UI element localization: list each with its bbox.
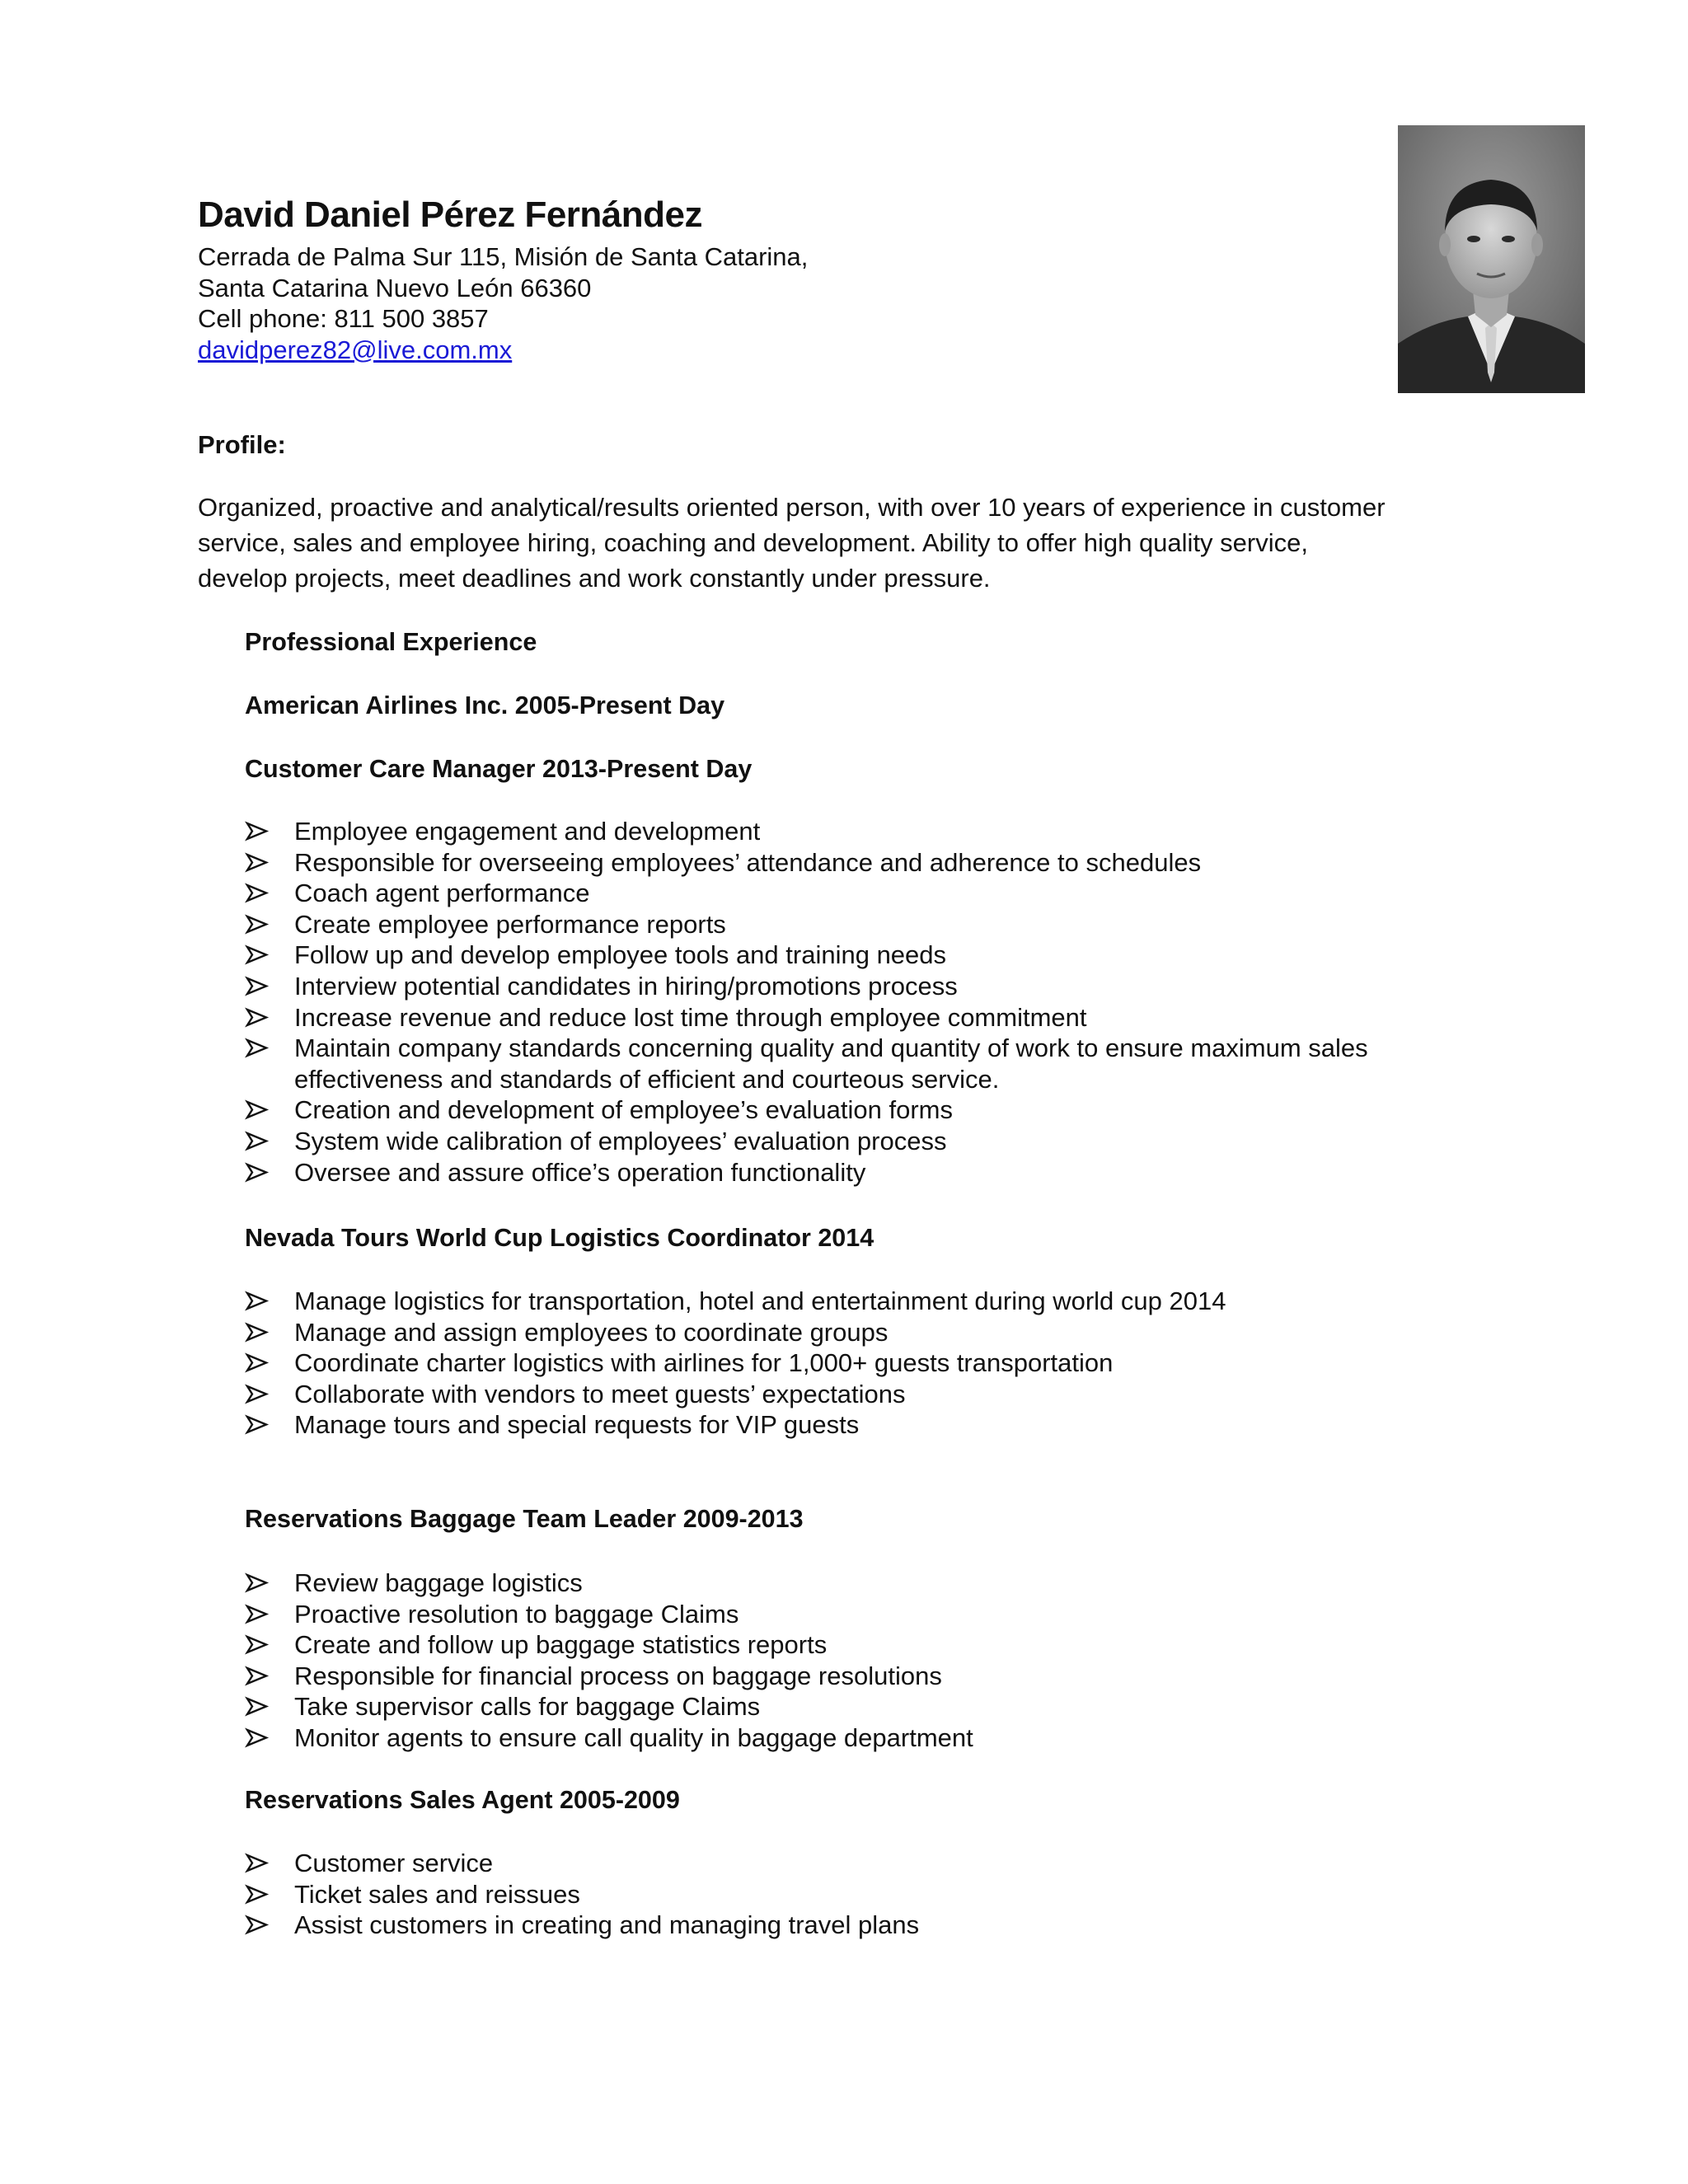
arrowhead-bullet-icon bbox=[245, 1317, 278, 1348]
arrowhead-bullet-icon bbox=[245, 1629, 278, 1661]
list-item bbox=[245, 847, 1368, 879]
list-item bbox=[245, 1409, 1226, 1441]
arrowhead-bullet-icon bbox=[245, 816, 278, 847]
list-item bbox=[245, 1126, 1368, 1157]
role-bullet-list bbox=[245, 1848, 919, 1941]
list-item bbox=[245, 1094, 1368, 1126]
address-line-1: Cerrada de Palma Sur 115, Misión de Santa Catarina, bbox=[198, 242, 809, 271]
role-bullet-list bbox=[245, 816, 1368, 1188]
arrowhead-bullet-icon bbox=[245, 1126, 278, 1157]
list-item bbox=[245, 1910, 919, 1941]
list-item bbox=[245, 1379, 1226, 1410]
arrowhead-bullet-icon bbox=[245, 1691, 278, 1722]
arrowhead-bullet-icon bbox=[245, 909, 278, 940]
bullet-text: Monitor agents to ensure call quality in baggage department bbox=[294, 1722, 973, 1752]
list-item bbox=[245, 1033, 1368, 1094]
portrait-illustration bbox=[1398, 125, 1585, 393]
arrowhead-bullet-icon bbox=[245, 1409, 278, 1441]
arrowhead-bullet-icon bbox=[245, 1379, 278, 1410]
bullet-text: Employee engagement and development bbox=[294, 817, 761, 846]
list-item bbox=[245, 1002, 1368, 1033]
profile-line: Organized, proactive and analytical/results oriented person, with over 10 years of experience in customer bbox=[198, 493, 1386, 522]
bullet-text: Coach agent performance bbox=[294, 879, 590, 908]
profile-heading: Profile: bbox=[198, 430, 286, 459]
email-link[interactable]: davidperez82@live.com.mx bbox=[198, 335, 513, 364]
list-item bbox=[245, 1286, 1226, 1317]
arrowhead-bullet-icon bbox=[245, 1347, 278, 1379]
bullet-text: Assist customers in creating and managing travel plans bbox=[294, 1910, 920, 1940]
role-bullet-list bbox=[245, 1286, 1226, 1441]
bullet-text: Interview potential candidates in hiring/promotions process bbox=[294, 971, 958, 1001]
list-item bbox=[245, 1157, 1368, 1188]
list-item bbox=[245, 909, 1368, 940]
list-item bbox=[245, 940, 1368, 971]
role-title: Customer Care Manager 2013-Present Day bbox=[245, 755, 753, 783]
list-item bbox=[245, 1317, 1226, 1348]
arrowhead-bullet-icon bbox=[245, 878, 278, 909]
bullet-text: Collaborate with vendors to meet guests’ expectations bbox=[294, 1379, 906, 1408]
bullet-text: System wide calibration of employees’ evaluation process bbox=[294, 1126, 947, 1155]
list-item bbox=[245, 1629, 973, 1661]
company-heading: American Airlines Inc. 2005-Present Day bbox=[245, 691, 725, 719]
list-item bbox=[245, 878, 1368, 909]
arrowhead-bullet-icon bbox=[245, 1879, 278, 1910]
contact-block bbox=[198, 241, 808, 365]
list-item bbox=[245, 1691, 973, 1722]
bullet-text: Oversee and assure office’s operation functionality bbox=[294, 1157, 866, 1187]
arrowhead-bullet-icon bbox=[245, 1722, 278, 1754]
bullet-text: Responsible for overseeing employees’ attendance and adherence to schedules bbox=[294, 847, 1202, 877]
bullet-text: Customer service bbox=[294, 1849, 494, 1877]
role-title: Reservations Baggage Team Leader 2009-2013 bbox=[245, 1505, 804, 1533]
profile-photo bbox=[1398, 125, 1585, 393]
list-item bbox=[245, 1568, 973, 1599]
arrowhead-bullet-icon bbox=[245, 1599, 278, 1630]
arrowhead-bullet-icon bbox=[245, 1661, 278, 1692]
candidate-name: David Daniel Pérez Fernández bbox=[198, 194, 702, 235]
arrowhead-bullet-icon bbox=[245, 1002, 278, 1033]
list-item bbox=[245, 1347, 1226, 1379]
arrowhead-bullet-icon bbox=[245, 1033, 278, 1064]
profile-line: service, sales and employee hiring, coaching and development. Ability to offer high quality service, bbox=[198, 528, 1308, 557]
role-title: Nevada Tours World Cup Logistics Coordinator 2014 bbox=[245, 1224, 874, 1252]
bullet-text: Proactive resolution to baggage Claims bbox=[294, 1599, 739, 1629]
arrowhead-bullet-icon bbox=[245, 1157, 278, 1188]
bullet-text: Create and follow up baggage statistics reports bbox=[294, 1630, 828, 1660]
bullet-text: Coordinate charter logistics with airlines for 1,000+ guests transportation bbox=[294, 1348, 1114, 1378]
list-item bbox=[245, 1722, 973, 1754]
arrowhead-bullet-icon bbox=[245, 1848, 278, 1879]
bullet-text: Creation and development of employee’s evaluation forms bbox=[294, 1095, 954, 1125]
bullet-text: Increase revenue and reduce lost time through employee commitment bbox=[294, 1002, 1087, 1032]
phone-number: Cell phone: 811 500 3857 bbox=[198, 304, 489, 333]
list-item bbox=[245, 1879, 919, 1910]
bullet-text: Take supervisor calls for baggage Claims bbox=[294, 1692, 761, 1722]
arrowhead-bullet-icon bbox=[245, 1286, 278, 1317]
role-bullet-list bbox=[245, 1568, 973, 1754]
arrowhead-bullet-icon bbox=[245, 847, 278, 879]
list-item bbox=[245, 971, 1368, 1002]
bullet-text: Manage tours and special requests for VIP guests bbox=[294, 1410, 860, 1440]
list-item bbox=[245, 1661, 973, 1692]
experience-heading: Professional Experience bbox=[245, 628, 537, 656]
address-line-2: Santa Catarina Nuevo León 66360 bbox=[198, 273, 592, 302]
bullet-text: Manage logistics for transportation, hotel and entertainment during world cup 2014 bbox=[294, 1286, 1226, 1315]
list-item bbox=[245, 1848, 919, 1879]
profile-line: develop projects, meet deadlines and work constantly under pressure. bbox=[198, 564, 991, 593]
bullet-text: Ticket sales and reissues bbox=[294, 1879, 580, 1909]
bullet-text: Responsible for financial process on baggage resolutions bbox=[294, 1661, 942, 1690]
bullet-text: Manage and assign employees to coordinate groups bbox=[294, 1317, 889, 1347]
bullet-text-continuation: effectiveness and standards of efficient and courteous service. bbox=[294, 1064, 1000, 1094]
list-item bbox=[245, 816, 1368, 847]
arrowhead-bullet-icon bbox=[245, 1910, 278, 1941]
profile-summary bbox=[198, 490, 1484, 596]
bullet-text: Follow up and develop employee tools and training needs bbox=[294, 940, 947, 970]
arrowhead-bullet-icon bbox=[245, 971, 278, 1002]
arrowhead-bullet-icon bbox=[245, 1568, 278, 1599]
bullet-text: Review baggage logistics bbox=[294, 1568, 583, 1597]
role-title: Reservations Sales Agent 2005-2009 bbox=[245, 1786, 680, 1814]
bullet-text: Maintain company standards concerning quality and quantity of work to ensure maximum sales bbox=[294, 1033, 1368, 1063]
bullet-text: Create employee performance reports bbox=[294, 909, 726, 939]
arrowhead-bullet-icon bbox=[245, 940, 278, 971]
arrowhead-bullet-icon bbox=[245, 1094, 278, 1126]
list-item bbox=[245, 1599, 973, 1630]
